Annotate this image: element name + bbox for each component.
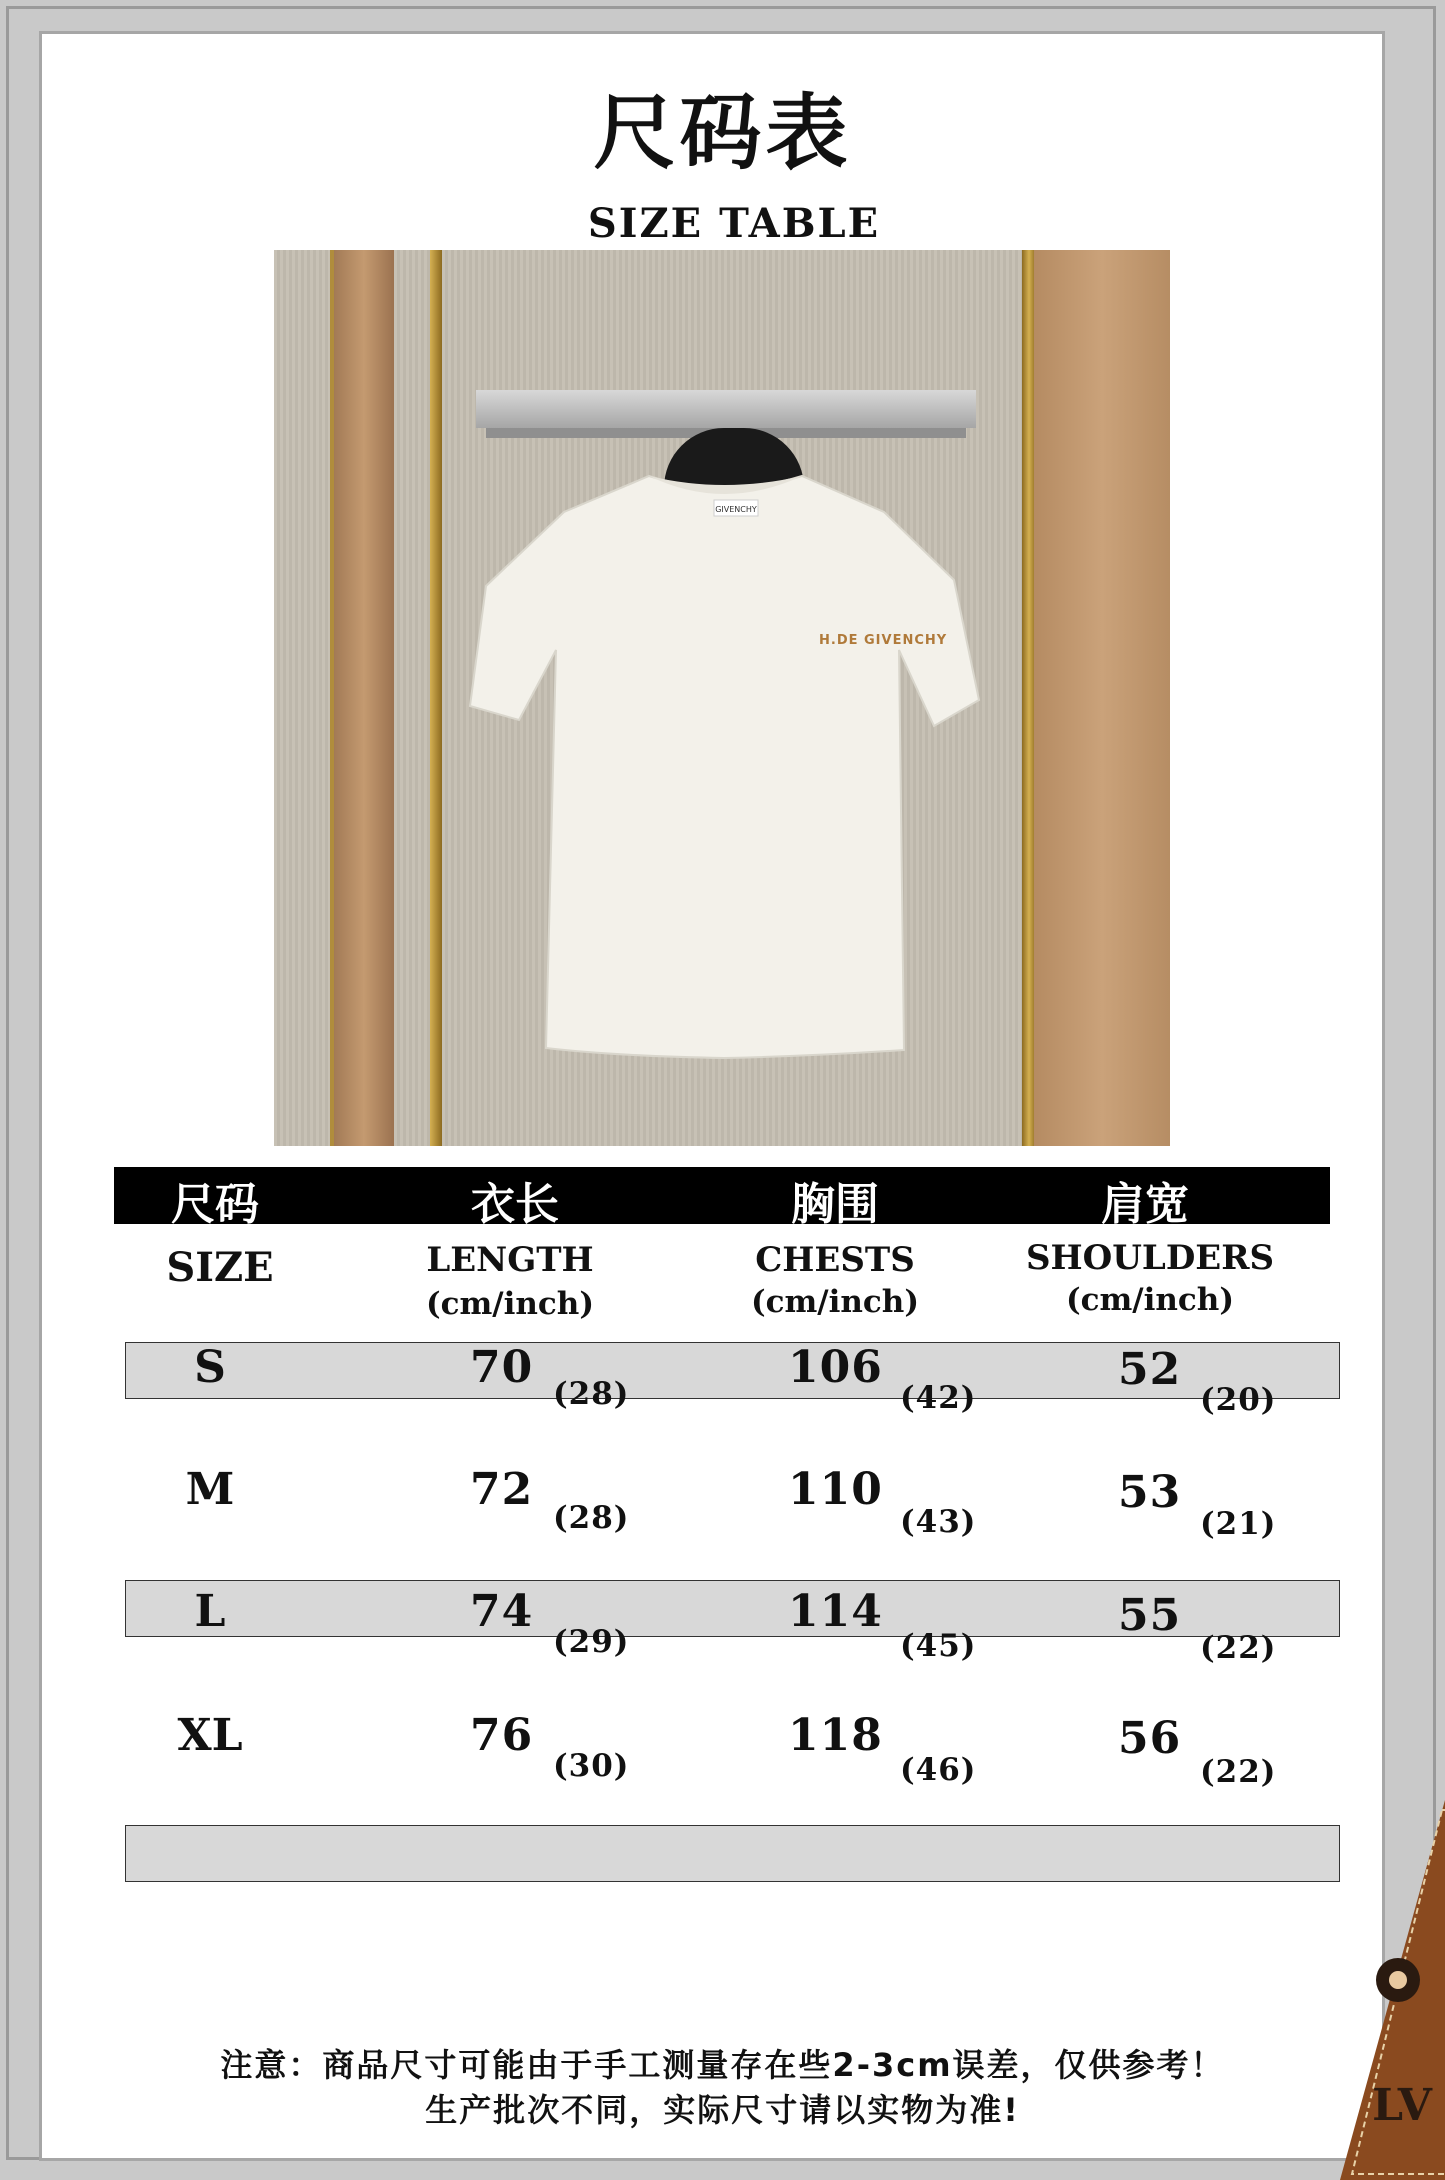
length-cm-cell: 74 xyxy=(470,1586,534,1637)
lv-logo: LV xyxy=(1372,2080,1432,2131)
col-header-size-cn: 尺码 xyxy=(171,1179,259,1230)
batch-note: 生产批次不同，实际尺寸请以实物为准! xyxy=(425,2091,1020,2129)
brand-ribbon-watermark xyxy=(1330,1800,1445,2180)
shoulder-inch-cell: (21) xyxy=(1200,1506,1277,1542)
col-header-chest-en: CHESTS xyxy=(755,1240,915,1280)
title-english: SIZE TABLE xyxy=(587,200,881,247)
row-band-empty xyxy=(125,1825,1340,1882)
chest-cm-cell: 114 xyxy=(788,1586,883,1637)
length-inch-cell: (28) xyxy=(553,1500,630,1536)
shoulder-inch-cell: (22) xyxy=(1200,1630,1277,1666)
chest-cm-cell: 106 xyxy=(788,1342,883,1393)
col-header-length-cn: 衣长 xyxy=(471,1179,559,1230)
col-header-length-en: LENGTH xyxy=(426,1240,594,1280)
chest-cm-cell: 118 xyxy=(788,1710,883,1761)
chest-cm-cell: 110 xyxy=(788,1464,883,1515)
neck-label-text: GIVENCHY xyxy=(715,505,757,514)
shoulder-inch-cell: (20) xyxy=(1200,1382,1277,1418)
chest-inch-cell: (46) xyxy=(900,1752,977,1788)
length-cm-cell: 72 xyxy=(470,1464,534,1515)
size-cell: L xyxy=(194,1586,226,1637)
chest-inch-cell: (43) xyxy=(900,1504,977,1540)
col-header-shoulder-cn: 肩宽 xyxy=(1101,1179,1189,1230)
length-inch-cell: (30) xyxy=(553,1748,630,1784)
col-header-size-en: SIZE xyxy=(166,1244,274,1291)
product-photo xyxy=(274,250,1170,1146)
tshirt-illustration xyxy=(274,250,1170,1146)
length-inch-cell: (29) xyxy=(553,1624,630,1660)
shoulder-cm-cell: 52 xyxy=(1118,1344,1182,1395)
shoulder-inch-cell: (22) xyxy=(1200,1754,1277,1790)
col-header-chest-cn: 胸围 xyxy=(791,1179,879,1230)
col-header-shoulder-unit: (cm/inch) xyxy=(1065,1282,1235,1318)
length-cm-cell: 70 xyxy=(470,1342,534,1393)
length-inch-cell: (28) xyxy=(553,1376,630,1412)
col-header-shoulder-en: SHOULDERS xyxy=(1025,1238,1275,1278)
col-header-chest-unit: (cm/inch) xyxy=(750,1284,920,1320)
size-cell: S xyxy=(194,1342,226,1393)
title-chinese: 尺码表 xyxy=(593,86,852,181)
shoulder-cm-cell: 55 xyxy=(1118,1590,1182,1641)
chest-print-text: H.DE GIVENCHY xyxy=(819,633,948,648)
chest-inch-cell: (45) xyxy=(900,1628,977,1664)
length-cm-cell: 76 xyxy=(470,1710,534,1761)
size-cell: XL xyxy=(177,1710,243,1761)
col-header-length-unit: (cm/inch) xyxy=(425,1286,595,1322)
chest-inch-cell: (42) xyxy=(900,1380,977,1416)
size-cell: M xyxy=(185,1464,235,1515)
shoulder-cm-cell: 56 xyxy=(1118,1713,1182,1764)
measurement-note: 注意：商品尺寸可能由于手工测量存在些2-3cm误差，仅供参考！ xyxy=(220,2046,1225,2084)
shoulder-cm-cell: 53 xyxy=(1118,1467,1182,1518)
